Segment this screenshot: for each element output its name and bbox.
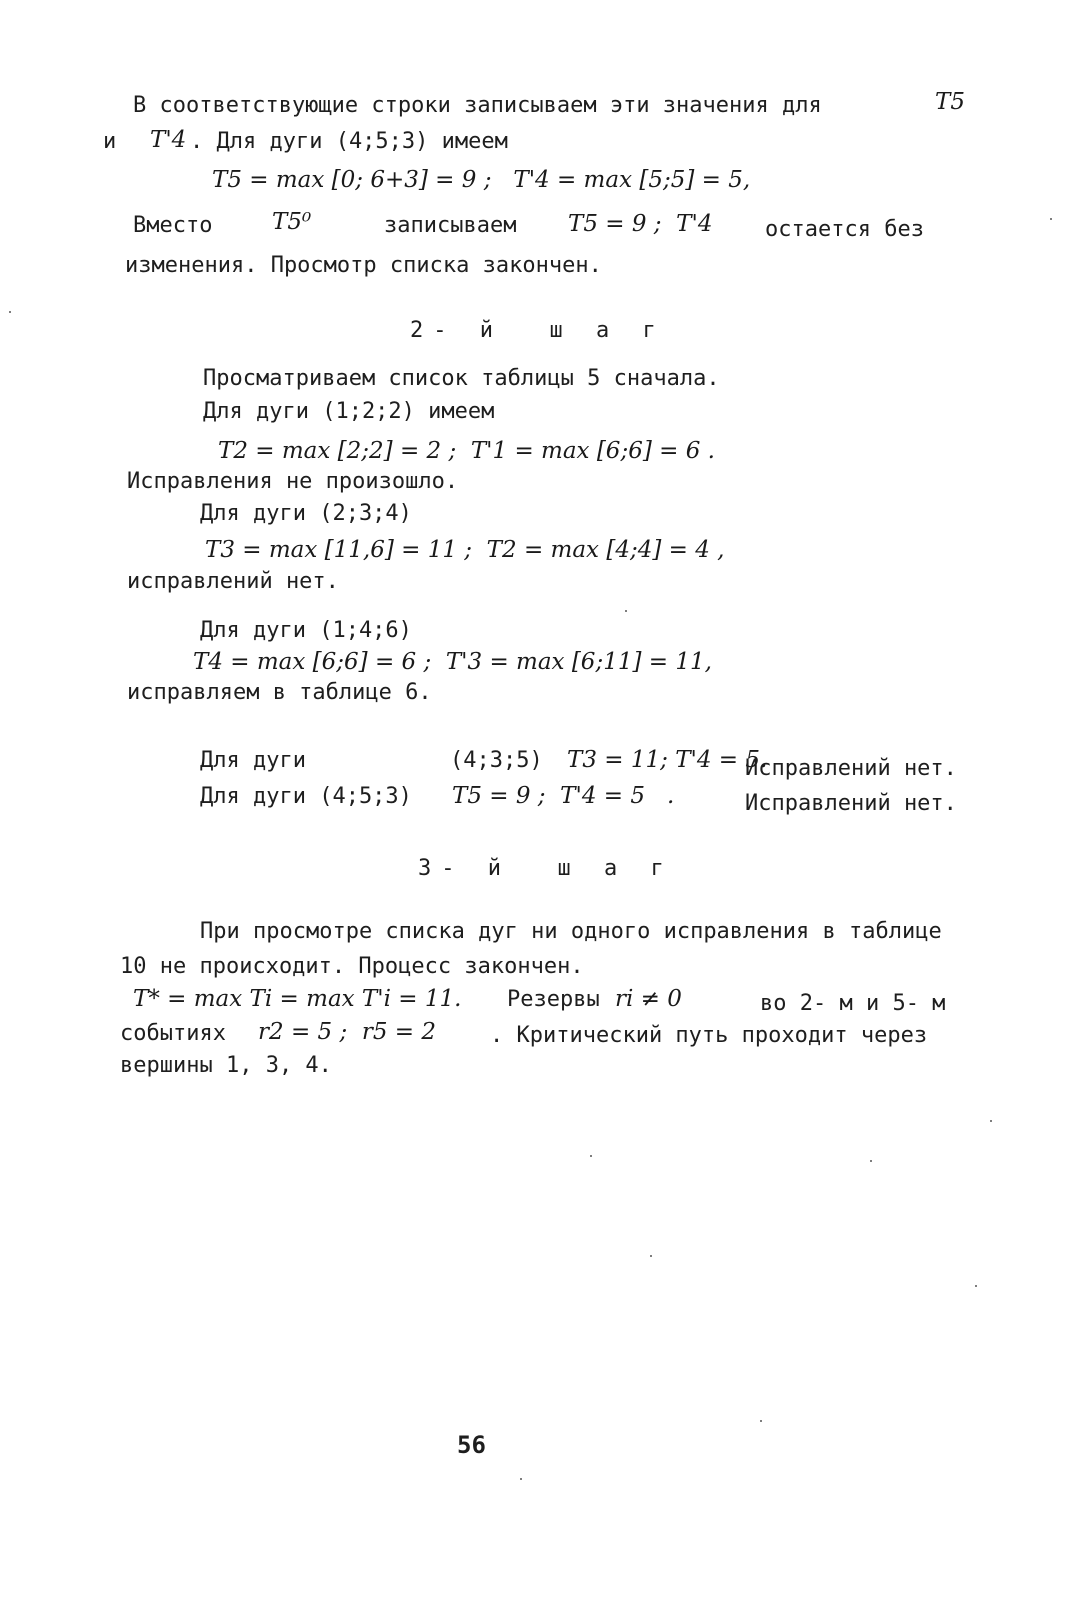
text-line: Для дуги [200,748,306,773]
text-line: (4;3;5) [450,748,543,773]
text-line: Для дуги (1;2;2) имеем [203,399,495,424]
scan-speck [870,1160,872,1162]
text-line: Для дуги (4;5;3) [200,784,412,809]
text-line: вершины 1, 3, 4. [120,1053,332,1078]
text-line: Для дуги (1;4;6) [200,618,412,643]
text-line: 10 не происходит. Процесс закончен. [120,954,584,979]
text-line: . Критический путь проходит через [490,1023,928,1048]
text-line: и [103,129,117,154]
page-number: 56 [457,1431,486,1459]
formula: Т3 = 11; Т'4 = 5. [567,747,768,773]
text-line: Резервы [507,987,600,1012]
text-line: Исправления не произошло. [127,469,459,494]
formula: ri ≠ 0 [615,986,682,1012]
text-line: изменения. Просмотр списка закончен. [125,253,602,278]
scan-speck [520,1478,522,1480]
text-line: Исправлений нет. [745,756,957,781]
text-line: остается без [765,217,924,242]
text-line: исправляем в таблице 6. [127,680,432,705]
formula: Т5⁰ [272,209,312,235]
formula-line: Т3 = max [11,6] = 11 ; Т2 = max [4;4] = 4 , [205,537,725,563]
formula: Т5 [935,89,965,115]
step-heading: 2- й ш а г [410,318,666,343]
formula-line: Т4 = max [6;6] = 6 ; Т'3 = max [6;11] = 11, [193,649,712,675]
formula: r2 = 5 ; r5 = 2 [258,1019,436,1045]
scan-speck [990,1120,992,1122]
text-line: Для дуги (2;3;4) [200,501,412,526]
formula-line: Т2 = max [2;2] = 2 ; Т'1 = max [6;6] = 6 . [218,438,715,464]
step-heading: 3- й ш а г [418,856,674,881]
formula: Т* = max Ti = max T'i = 11. [133,986,462,1012]
text-line: При просмотре списка дуг ни одного исправления в таблице [200,919,942,944]
scan-speck [760,1420,762,1422]
scan-speck [9,311,11,313]
scan-speck [650,1255,652,1257]
text-line: исправлений нет. [127,569,339,594]
formula-line: Т5 = max [0; 6+3] = 9 ; Т'4 = max [5;5] = 5, [212,167,751,193]
text-line: событиях [120,1021,226,1046]
formula: Т5 = 9 ; Т'4 [568,211,713,237]
text-line: Вместо [133,213,213,238]
scan-speck [590,1155,592,1157]
scan-speck [625,610,627,612]
scan-speck [1050,218,1052,220]
text-line: Исправлений нет. [745,791,957,816]
formula: Т5 = 9 ; Т'4 = 5 . [452,783,675,809]
text-line: В соответствующие строки записываем эти значения для [133,93,822,118]
formula: Т'4 [150,127,187,153]
scan-speck [975,1285,977,1287]
text-line: . Для дуги (4;5;3) имеем [190,129,508,154]
text-line: Просматриваем список таблицы 5 сначала. [203,366,720,391]
text-line: записываем [384,213,517,238]
text-line: во 2- м и 5- м [760,991,946,1016]
